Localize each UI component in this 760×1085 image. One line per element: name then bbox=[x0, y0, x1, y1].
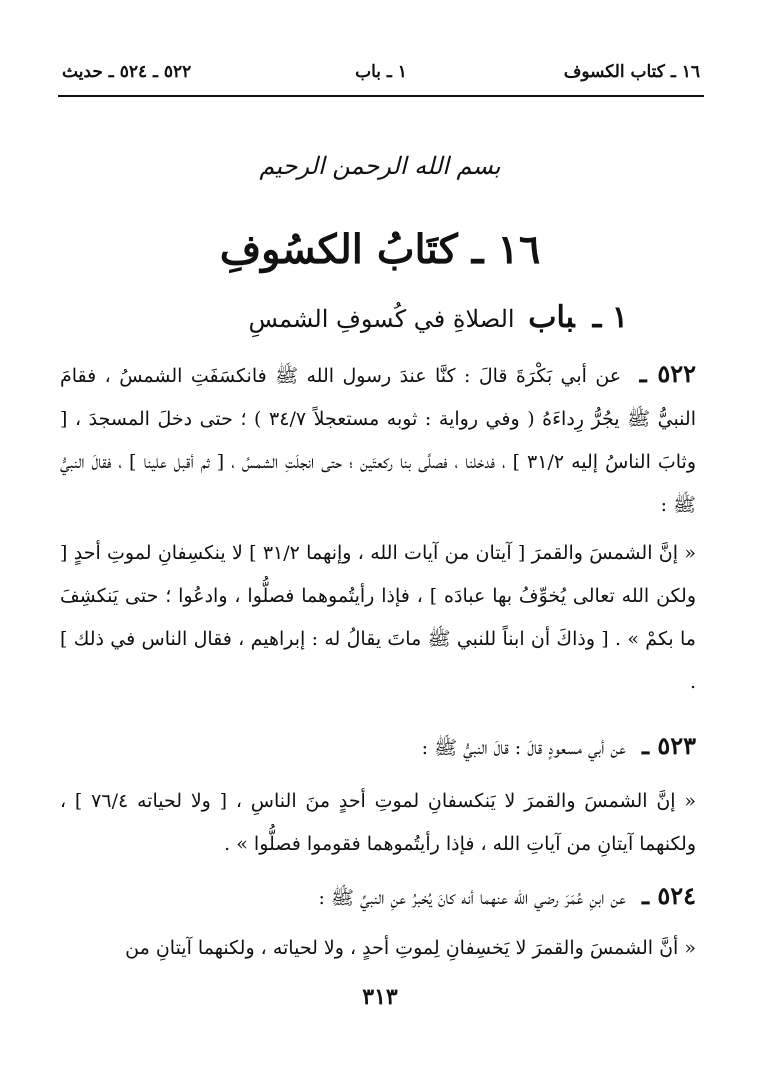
hadith-text: عن ابنِ عُمَرَ رضي الله عنهما أنه كانَ يُخبرُ عنِ النبيِّ ﷺ : bbox=[318, 887, 626, 909]
hadith-quote: « أنَّ الشمسَ والقمرَ لا يَخسِفانِ لِموتِ أحدٍ ، ولا لحياته ، ولكنهما آيتانِ من bbox=[125, 937, 696, 959]
header-hadith-range: ٥٢٢ ـ ٥٢٤ ـ حديث bbox=[62, 62, 192, 82]
basmala: بسم الله الرحمن الرحيم bbox=[259, 152, 501, 180]
hadith-quote: « إنَّ الشمسَ والقمرَ لا يَنكسفانِ لموتِ أحدٍ منَ الناسِ ، [ ولا لحياته ٧٦/٤ ] ، ولكنهما آيتانِ من آياتِ الله ، فإذا رأيتُموهما فقوموا فصلُّوا » . bbox=[60, 790, 696, 855]
hadith-number: ٥٢٤ ـ bbox=[641, 881, 696, 910]
page-number: ٣١٣ bbox=[362, 984, 398, 1010]
book-title: ١٦ ـ كتَابُ الكسُوفِ bbox=[219, 226, 541, 273]
hadith-524-narration bbox=[60, 874, 696, 920]
hadith-quote: « إنَّ الشمسَ والقمرَ [ آيتان من آيات الله ، وإنهما ٣١/٢ ] لا ينكسِفانِ لموتِ أحدٍ [ ولكن الله تعالى يُخوِّفُ بها عبادَه ] ، فإذا رأيتُموهما فصلُّوا ، وادعُوا ؛ حتى يَنكشِفَ ما بكمْ » . [ وذاكَ أن ابناً للنبي ﷺ ماتَ يقالُ له : إبراهيم ، فقال الناس في ذلك ] . bbox=[60, 542, 696, 693]
chapter-word: باب bbox=[528, 300, 575, 335]
hadith-number: ٥٢٣ ـ bbox=[641, 731, 696, 760]
hadith-text: عن أبي مسعودٍ قالَ : قالَ النبيُّ ﷺ : bbox=[421, 737, 626, 759]
header-chapter-ref: ١ ـ باب bbox=[355, 62, 407, 82]
hadith-523-quote bbox=[60, 780, 696, 866]
header-book-ref: ١٦ ـ كتاب الكسوف bbox=[563, 62, 700, 82]
hadith-text: عن أبي بَكْرَةَ قالَ : كنَّا عندَ رسول الله ﷺ فانكسَفَتِ الشمسُ ، فقامَ النبيُّ ﷺ يجُرُّ رِداءَهُ ( وفي رواية : ثوبه مستعجلاً ٣٤/٧ ) ؛ حتى دخلَ المسجدَ ، [ وثابَ الناسُ إليه ٣١/٢ ] ، فدخلنا ، فصلَّى بنا ركعتَين ؛ حتى انجلَتِ الشمسُ ، [ ثم أقبل علينا ] ، فقالَ النبيُّ ﷺ : bbox=[60, 365, 696, 516]
hadith-number: ٥٢٢ ـ bbox=[639, 359, 697, 388]
chapter-heading bbox=[249, 300, 628, 335]
chapter-title: الصلاةِ في كُسوفِ الشمسِ bbox=[248, 305, 515, 333]
hadith-522-narration bbox=[60, 352, 696, 527]
header-divider bbox=[58, 95, 704, 97]
hadith-524-quote bbox=[60, 927, 696, 970]
hadith-523-narration bbox=[60, 724, 696, 770]
chapter-number: ١ ـ bbox=[592, 300, 628, 335]
hadith-522-quote bbox=[60, 532, 696, 704]
running-header bbox=[62, 62, 700, 86]
